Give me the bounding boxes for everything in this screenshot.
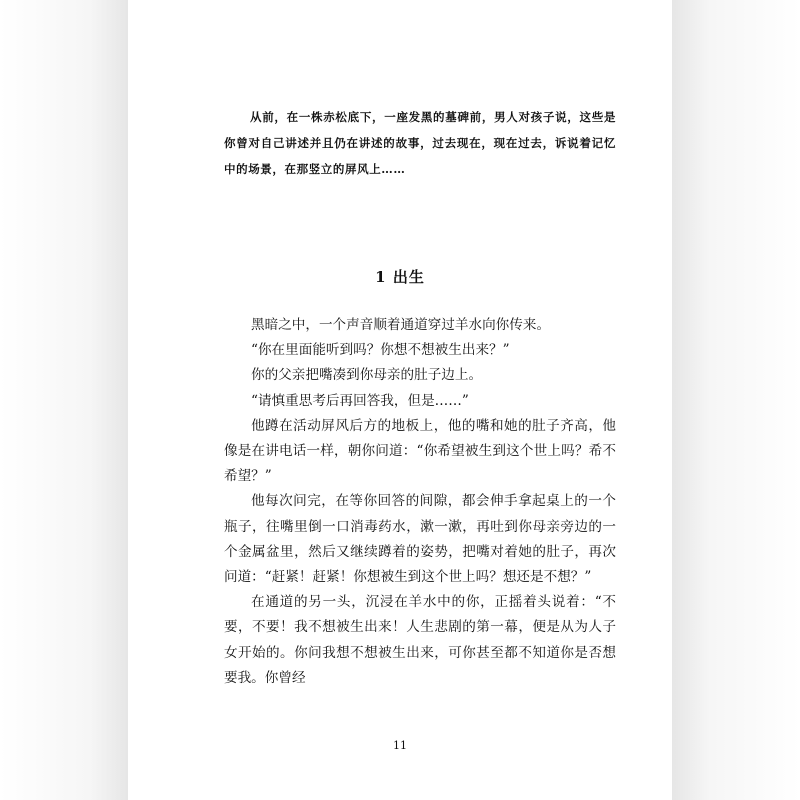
paragraph: “请慎重思考后再回答我，但是……” xyxy=(251,392,469,409)
paragraph: 你的父亲把嘴凑到你母亲的肚子边上。 xyxy=(251,367,483,384)
chapter-body xyxy=(224,313,616,691)
page-shadow-left xyxy=(0,0,128,800)
page-number: 11 xyxy=(393,739,407,752)
paragraph: 在通道的另一头，沉浸在羊水中的你，正摇着头说着：“不要，不要！我不想被生出来！人生悲剧的第一幕，便是从为人子女开始的。你问我想不想被生出来，可你甚至都不知道你是否想要我。你曾经 xyxy=(224,594,616,686)
epigraph: 从前，在一株赤松底下，一座发黑的墓碑前，男人对孩子说，这些是你曾对自己讲述并且仍在讲述的故事，过去现在，现在过去，诉说着记忆中的场景，在那竖立的屏风上…… xyxy=(224,110,616,176)
paragraph: 黑暗之中，一个声音顺着通道穿过羊水向你传来。 xyxy=(251,317,551,333)
paragraph: 他每次问完，在等你回答的间隙，都会伸手拿起桌上的一个瓶子，往嘴里倒一口消毒药水，漱一漱，再吐到你母亲旁边的一个金属盆里，然后又继续蹲着的姿势，把嘴对着她的肚子，再次问道：“赶紧！赶紧！你想被生到这个世上吗？想还是不想？” xyxy=(224,493,616,586)
paragraph: 他蹲在活动屏风后方的地板上，他的嘴和她的肚子齐高，他像是在讲电话一样，朝你问道：“你希望被生到这个世上吗？希不希望？” xyxy=(224,417,616,485)
paragraph: “你在里面能听到吗？你想不想被生出来？” xyxy=(251,342,510,359)
book-page xyxy=(128,0,672,800)
chapter-title: 1 出生 xyxy=(375,268,425,286)
page-shadow-right xyxy=(672,0,800,800)
